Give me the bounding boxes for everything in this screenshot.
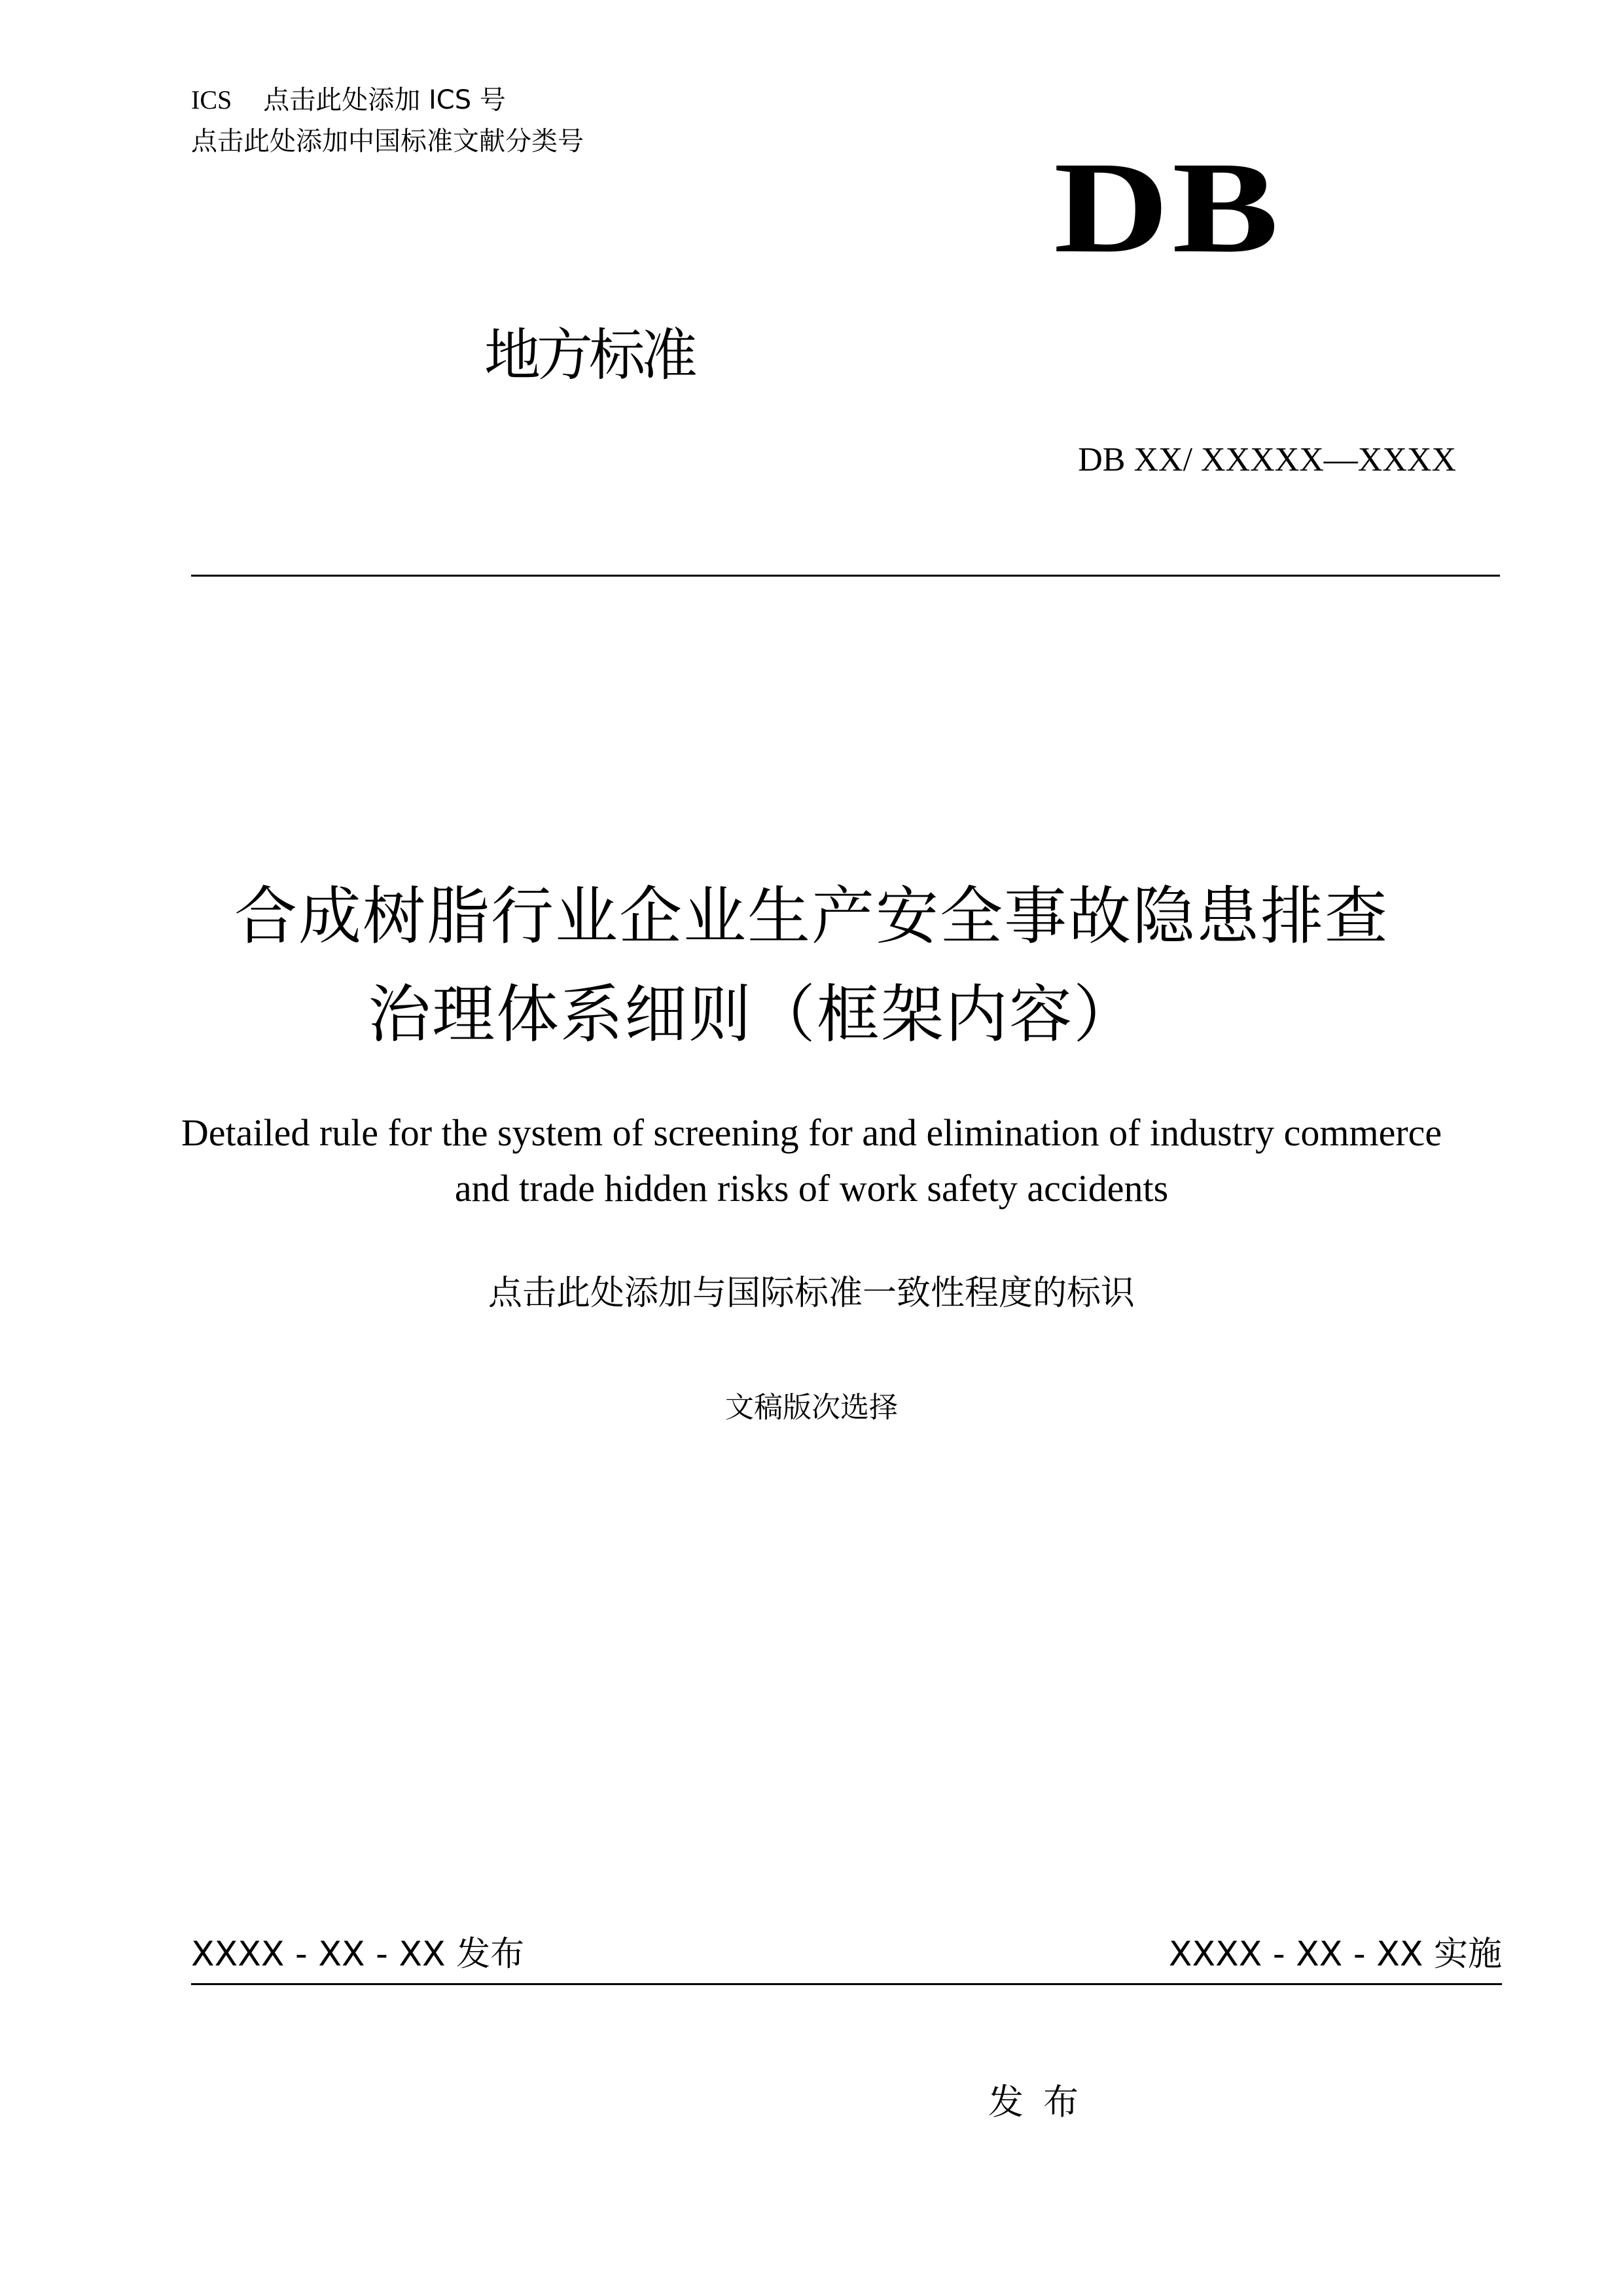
standard-type: 地方标准 — [484, 323, 694, 388]
issue-date: XXXX - XX - XX 发布 — [191, 1935, 525, 1974]
ics-label: ICS — [191, 85, 232, 115]
implementation-date: XXXX - XX - XX 实施 — [1168, 1935, 1502, 1974]
ics-placeholder-field[interactable]: 点击此处添加 ICS 号 — [263, 85, 506, 115]
draft-version-selector[interactable]: 文稿版次选择 — [725, 1391, 898, 1424]
title-english-line-1: Detailed rule for the system of screening for and elimination of industry commerce — [181, 1111, 1442, 1154]
consistency-placeholder-field[interactable]: 点击此处添加与国际标准一致性程度的标识 — [488, 1274, 1135, 1313]
db-logo: DB — [1054, 135, 1282, 280]
ics-line — [191, 82, 506, 118]
title-english-line-2: and trade hidden risks of work safety accidents — [454, 1167, 1169, 1210]
standard-number: DB XX/ XXXXX—XXXX — [1078, 441, 1456, 478]
publisher: 发布 — [988, 2081, 1098, 2123]
bottom-divider — [191, 1983, 1502, 1985]
top-divider — [191, 575, 1500, 577]
title-chinese-line-1: 合成树脂行业企业生产安全事故隐患排查 — [234, 880, 1389, 953]
ccs-placeholder-field[interactable]: 点击此处添加中国标准文献分类号 — [191, 126, 584, 156]
title-chinese-line-2: 治理体系细则（框架内容） — [368, 978, 1137, 1051]
